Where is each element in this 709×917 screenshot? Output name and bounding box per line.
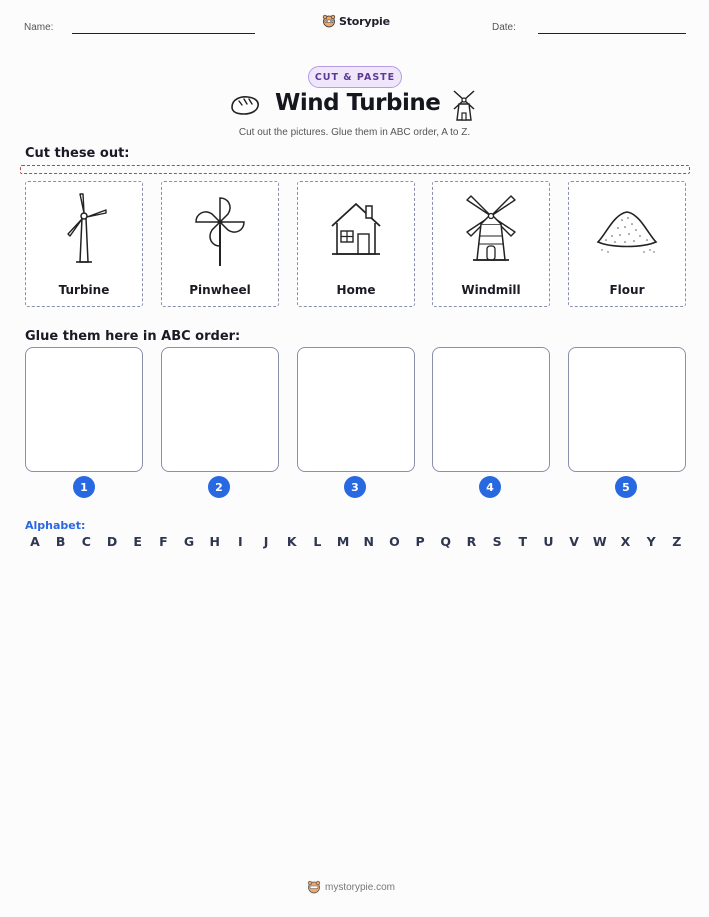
glue-box-4[interactable] — [432, 347, 550, 472]
footer — [307, 880, 395, 894]
alphabet-letter: L — [313, 534, 322, 549]
flour-pile-icon — [569, 190, 685, 270]
cut-line-dashed — [20, 165, 690, 174]
order-number-badge: 4 — [479, 476, 501, 498]
alphabet-letter: T — [518, 534, 528, 549]
alphabet-label: Alphabet: — [25, 519, 86, 532]
cut-card-label: Turbine — [58, 283, 110, 297]
cut-card-home[interactable] — [297, 181, 415, 307]
cut-section-label: Cut these out: — [25, 146, 130, 161]
cut-card-pinwheel[interactable] — [161, 181, 279, 307]
alphabet-letter: R — [466, 534, 477, 549]
alphabet-letter: A — [30, 534, 40, 549]
alphabet-letter: E — [133, 534, 142, 549]
storypie-mascot-icon — [307, 880, 321, 894]
alphabet-letter: F — [159, 534, 168, 549]
order-number-badge: 5 — [615, 476, 637, 498]
cut-card-label: Pinwheel — [189, 283, 251, 297]
glue-section-label: Glue them here in ABC order: — [25, 329, 241, 344]
bread-icon — [229, 93, 261, 121]
cut-card-label: Windmill — [461, 283, 521, 297]
cut-card-flour[interactable] — [568, 181, 686, 307]
alphabet-letter: V — [569, 534, 579, 549]
name-label: Name: — [24, 22, 54, 33]
alphabet-row — [26, 534, 686, 549]
worksheet-header — [0, 0, 709, 50]
pinwheel-icon — [162, 190, 278, 270]
alphabet-letter: S — [492, 534, 502, 549]
glue-box-5[interactable] — [568, 347, 686, 472]
cut-card-label: Flour — [609, 283, 645, 297]
cut-card-windmill[interactable] — [432, 181, 550, 307]
alphabet-letter: H — [209, 534, 220, 549]
alphabet-letter: K — [286, 534, 297, 549]
windmill-icon — [433, 190, 549, 270]
alphabet-letter: I — [238, 534, 243, 549]
alphabet-letter: Y — [646, 534, 656, 549]
alphabet-letter: O — [389, 534, 400, 549]
worksheet-title: Wind Turbine — [275, 90, 441, 116]
alphabet-letter: G — [183, 534, 195, 549]
alphabet-letter: W — [592, 534, 607, 549]
alphabet-letter: J — [263, 534, 269, 549]
alphabet-letter: X — [620, 534, 631, 549]
order-number-badge: 3 — [344, 476, 366, 498]
alphabet-letter: Z — [672, 534, 682, 549]
wind-turbine-icon — [26, 190, 142, 270]
brand-name: Storypie — [339, 14, 390, 28]
instructions: Cut out the pictures. Glue them in ABC order, A to Z. — [238, 127, 471, 138]
cut-card-turbine[interactable] — [25, 181, 143, 307]
alphabet-letter: U — [543, 534, 554, 549]
brand-logo — [322, 14, 390, 28]
alphabet-letter: Q — [440, 534, 452, 549]
house-icon — [298, 190, 414, 270]
alphabet-letter: N — [363, 534, 374, 549]
glue-box-2[interactable] — [161, 347, 279, 472]
alphabet-letter: B — [55, 534, 66, 549]
date-label: Date: — [492, 22, 516, 33]
order-number-badge: 1 — [73, 476, 95, 498]
alphabet-letter: P — [415, 534, 425, 549]
footer-url[interactable]: mystorypie.com — [325, 881, 396, 893]
storypie-mascot-icon — [322, 14, 336, 28]
date-line — [538, 33, 686, 34]
order-number-badge: 2 — [208, 476, 230, 498]
alphabet-letter: D — [106, 534, 118, 549]
cut-card-label: Home — [336, 283, 376, 297]
cut-paste-badge: CUT & PASTE — [308, 66, 402, 88]
name-line — [72, 33, 255, 34]
title-row — [0, 90, 709, 124]
glue-box-3[interactable] — [297, 347, 415, 472]
windmill-icon — [450, 90, 478, 126]
glue-box-1[interactable] — [25, 347, 143, 472]
alphabet-letter: M — [336, 534, 350, 549]
alphabet-letter: C — [81, 534, 91, 549]
